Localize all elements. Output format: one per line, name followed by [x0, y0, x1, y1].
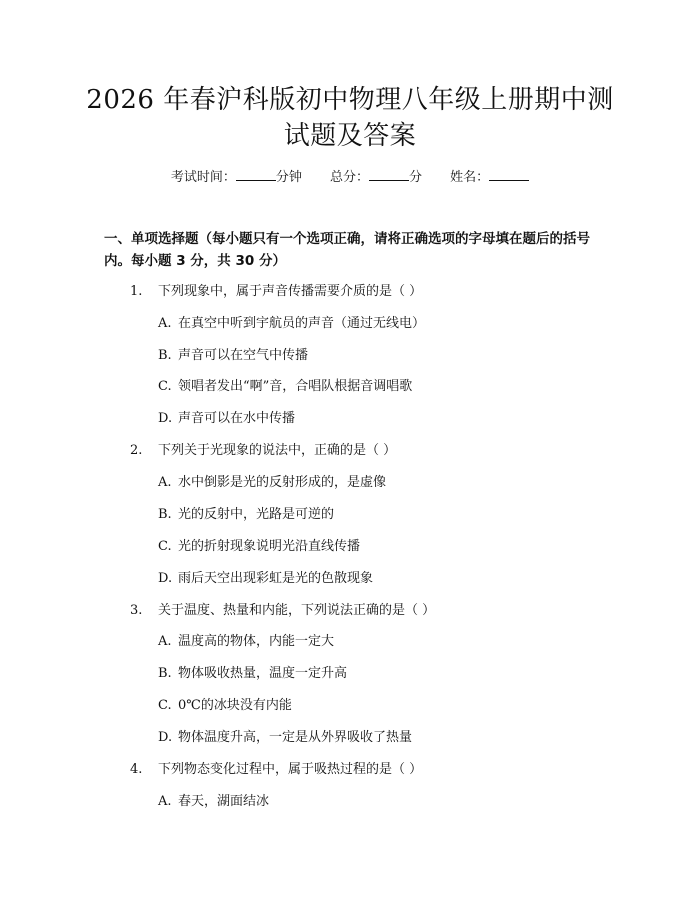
option-text: 光的折射现象说明光沿直线传播 — [178, 539, 361, 554]
option-text: 声音可以在水中传播 — [178, 411, 296, 426]
question-text: 下列物态变化过程中，属于吸热过程的是（ ） — [158, 762, 423, 777]
question-text: 下列现象中，属于声音传播需要介质的是（ ） — [158, 284, 423, 299]
option-letter: A. — [158, 634, 172, 649]
option-letter: C. — [158, 539, 172, 554]
option-letter: A. — [158, 316, 172, 331]
question-3 — [130, 601, 435, 621]
exam-time-blank — [236, 168, 276, 181]
option-text: 光的反射中，光路是可逆的 — [178, 507, 335, 522]
question-3-option-a — [158, 632, 334, 652]
option-letter: B. — [158, 666, 172, 681]
question-2-option-c — [158, 537, 360, 557]
exam-time-unit: 分钟 — [275, 170, 302, 185]
question-4 — [130, 760, 422, 780]
page-title-line-1: 2026 年春沪科版初中物理八年级上册期中测 — [86, 85, 614, 115]
exam-meta — [0, 168, 700, 188]
exam-score — [330, 168, 422, 188]
question-number: 3. — [130, 603, 143, 618]
exam-time — [171, 168, 302, 188]
exam-name — [450, 168, 529, 188]
question-1-option-c — [158, 377, 412, 397]
question-2-option-b — [158, 505, 334, 525]
question-3-option-c — [158, 696, 292, 716]
option-letter: C. — [158, 698, 172, 713]
question-2-option-d — [158, 569, 373, 589]
question-2-option-a — [158, 473, 386, 493]
option-letter: D. — [158, 730, 173, 745]
option-text: 物体温度升高，一定是从外界吸收了热量 — [178, 730, 413, 745]
option-text: 温度高的物体，内能一定大 — [178, 634, 335, 649]
option-letter: C. — [158, 379, 172, 394]
question-text: 下列关于光现象的说法中，正确的是（ ） — [158, 443, 397, 458]
exam-name-blank — [489, 168, 529, 181]
option-letter: A. — [158, 475, 172, 490]
exam-score-blank — [369, 168, 409, 181]
option-text: 声音可以在空气中传播 — [178, 348, 309, 363]
page-title-line-2: 试题及答案 — [283, 121, 417, 151]
question-2 — [130, 441, 396, 461]
question-1-option-a — [158, 314, 425, 334]
option-text: 0℃的冰块没有内能 — [178, 698, 292, 713]
exam-time-label: 考试时间： — [170, 170, 236, 185]
exam-score-unit: 分 — [409, 170, 423, 185]
question-1 — [130, 282, 422, 302]
question-4-option-a — [158, 792, 269, 812]
question-number: 1. — [130, 284, 143, 299]
option-text: 雨后天空出现彩虹是光的色散现象 — [178, 571, 374, 586]
option-text: 水中倒影是光的反射形成的，是虚像 — [178, 475, 387, 490]
question-1-option-b — [158, 346, 308, 366]
question-1-option-d — [158, 409, 295, 429]
exam-name-label: 姓名： — [450, 170, 490, 185]
question-3-option-d — [158, 728, 412, 748]
question-number: 4. — [130, 762, 143, 777]
option-letter: B. — [158, 507, 172, 522]
question-number: 2. — [130, 443, 143, 458]
option-letter: B. — [158, 348, 172, 363]
option-letter: D. — [158, 411, 173, 426]
question-3-option-b — [158, 664, 347, 684]
question-text: 关于温度、热量和内能，下列说法正确的是（ ） — [158, 603, 436, 618]
option-letter: D. — [158, 571, 173, 586]
section-heading: 一、单项选择题（每小题只有一个选项正确，请将正确选项的字母填在题后的括号内。每小题 3 分，共 30 分） — [104, 231, 590, 269]
option-text: 在真空中听到宇航员的声音（通过无线电） — [178, 316, 426, 331]
option-text: 春天，湖面结冰 — [178, 794, 270, 809]
option-text: 领唱者发出“啊”音，合唱队根据音调唱歌 — [178, 379, 413, 394]
option-letter: A. — [158, 794, 172, 809]
exam-score-label: 总分： — [329, 170, 369, 185]
option-text: 物体吸收热量，温度一定升高 — [178, 666, 348, 681]
